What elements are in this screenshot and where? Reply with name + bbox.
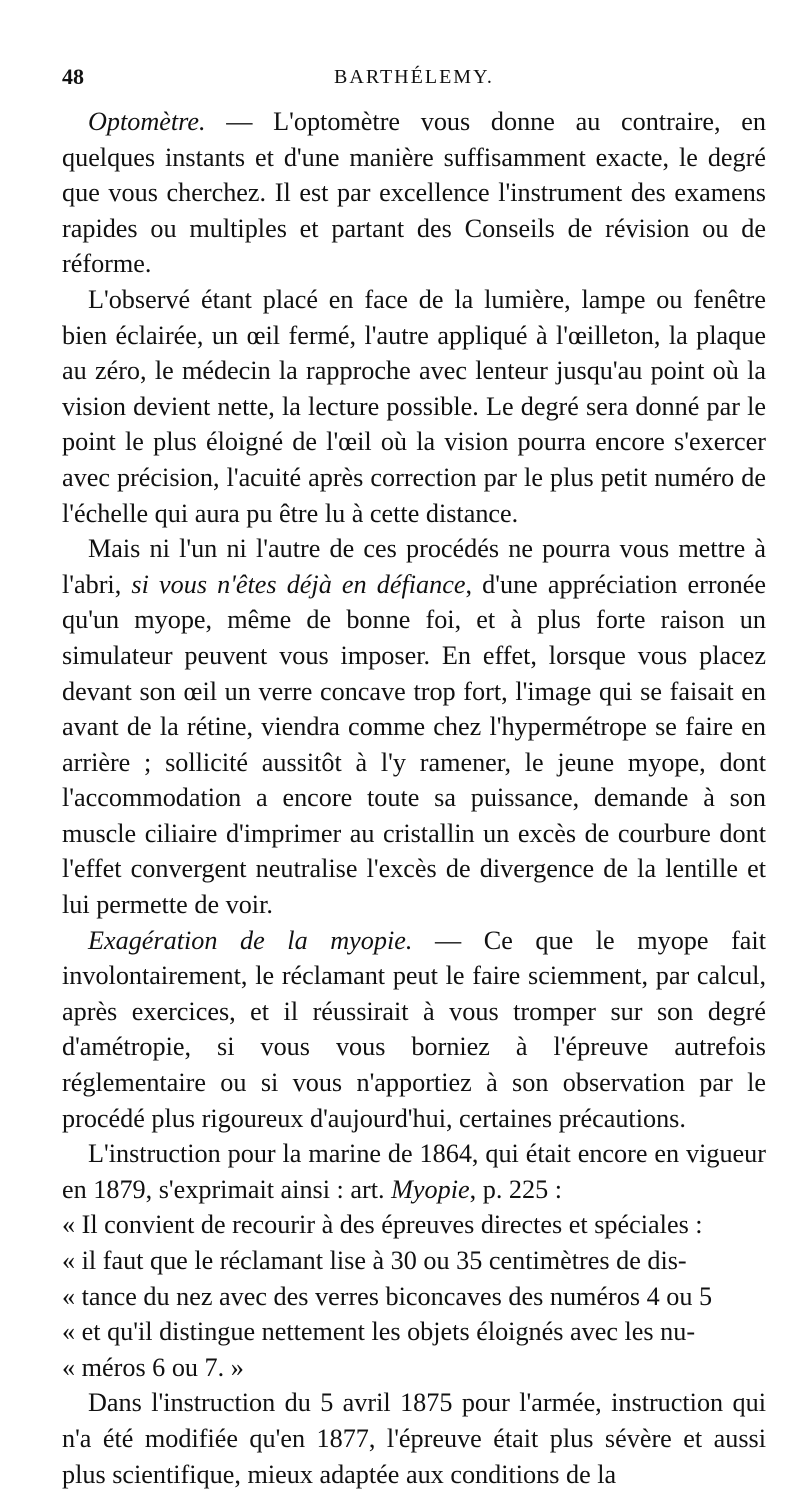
paragraph-text: , d'une appréciation erronée qu'un myope, même de bonne foi, et à plus forte raison un simulateur peuvent vous imposer. En effet, lorsque vous placez devant son œil un verre concave trop fort, l'image qui se faisait en avant de la rétine, viendra comme chez l'hypermétrope se faire en arrière ; sollicité aussitôt à l'y ramener, le jeune myope, dont l'accommodation a encore toute sa puissance, demande à son muscle ciliaire d'imprimer au cristallin un excès de courbure dont l'effet convergent neutralise l'excès de divergence de la lentille et lui permette de voir.	[62, 569, 766, 920]
paragraph-procedes	[62, 531, 766, 923]
paragraph-text: , p. 225 :	[469, 1174, 563, 1204]
paragraph-exageration	[62, 923, 766, 1137]
paragraph-text: — L'optomètre vous donne au contraire, en quelques instants et d'une manière suffisamment exacte, le degré que vous cherchez. Il est par excellence l'instrument des examens rapides ou multiples et partant des Conseils de révision ou de réforme.	[62, 107, 766, 279]
emphasis-text: si vous n'êtes déjà en défiance	[131, 569, 466, 599]
paragraph-text: — Ce que le myope fait involontairement, le réclamant peut le faire sciemment, par calcul, après exercices, et il réussirait à vous tromper sur son degré d'amétropie, si vous vous borniez à l'épreuve autrefois réglementaire ou si vous n'apportiez à son observation par le procédé plus rigoureux d'aujourd'hui, certaines précautions.	[62, 925, 766, 1133]
paragraph-optometre	[62, 104, 766, 282]
page-body	[62, 104, 766, 1492]
emphasis-text: Myopie	[391, 1174, 470, 1204]
paragraph-text: Mais ni l'un ni l'autre de ces procédés ne pourra vous mettre à l'abri,	[62, 534, 766, 599]
paragraph-text: Dans l'instruction du 5 avril 1875 pour l'armée, instruction qui n'a été modifiée qu'en 1877, l'épreuve était plus sévère et aussi plus scientifique, mieux adaptée aux conditions de la	[62, 1388, 766, 1489]
paragraph-text: L'observé étant placé en face de la lumière, lampe ou fenêtre bien éclairée, un œil fermé, l'autre appliqué à l'œilleton, la plaque au zéro, le médecin la rapproche avec lenteur jusqu'au point où la vision devient nette, la lecture possible. Le degré sera donné par le point le plus éloigné de l'œil où la vision pourra encore s'exercer avec précision, l'acuité après correction par le plus petit numéro de l'échelle qui aura pu être lu à cette distance.	[62, 284, 766, 528]
page-header	[62, 64, 766, 94]
paragraph-instruction-marine	[62, 1136, 766, 1207]
section-title-exageration: Exagération de la myopie.	[88, 925, 413, 955]
quote-line: « méros 6 ou 7. »	[62, 1352, 244, 1382]
quote-line: « il faut que le réclamant lise à 30 ou 35 centimètres de dis-	[62, 1246, 687, 1275]
quote-line: « tance du nez avec des verres biconcaves des numéros 4 ou 5	[62, 1281, 713, 1311]
paragraph-instruction-armee	[62, 1385, 766, 1492]
running-head: BARTHÉLEMY.	[334, 66, 494, 88]
quote-line: « Il convient de recourir à des épreuves directes et spéciales :	[62, 1210, 703, 1240]
quotation-block	[62, 1207, 766, 1385]
paragraph-text: L'instruction pour la marine de 1864, qui était encore en vigueur en 1879, s'exprimait ainsi : art.	[62, 1139, 766, 1204]
section-title-optometre: Optomètre.	[88, 107, 206, 136]
paragraph-observation	[62, 282, 766, 531]
page-number: 48	[62, 64, 84, 89]
quote-line: « et qu'il distingue nettement les objets éloignés avec les nu-	[62, 1317, 696, 1347]
